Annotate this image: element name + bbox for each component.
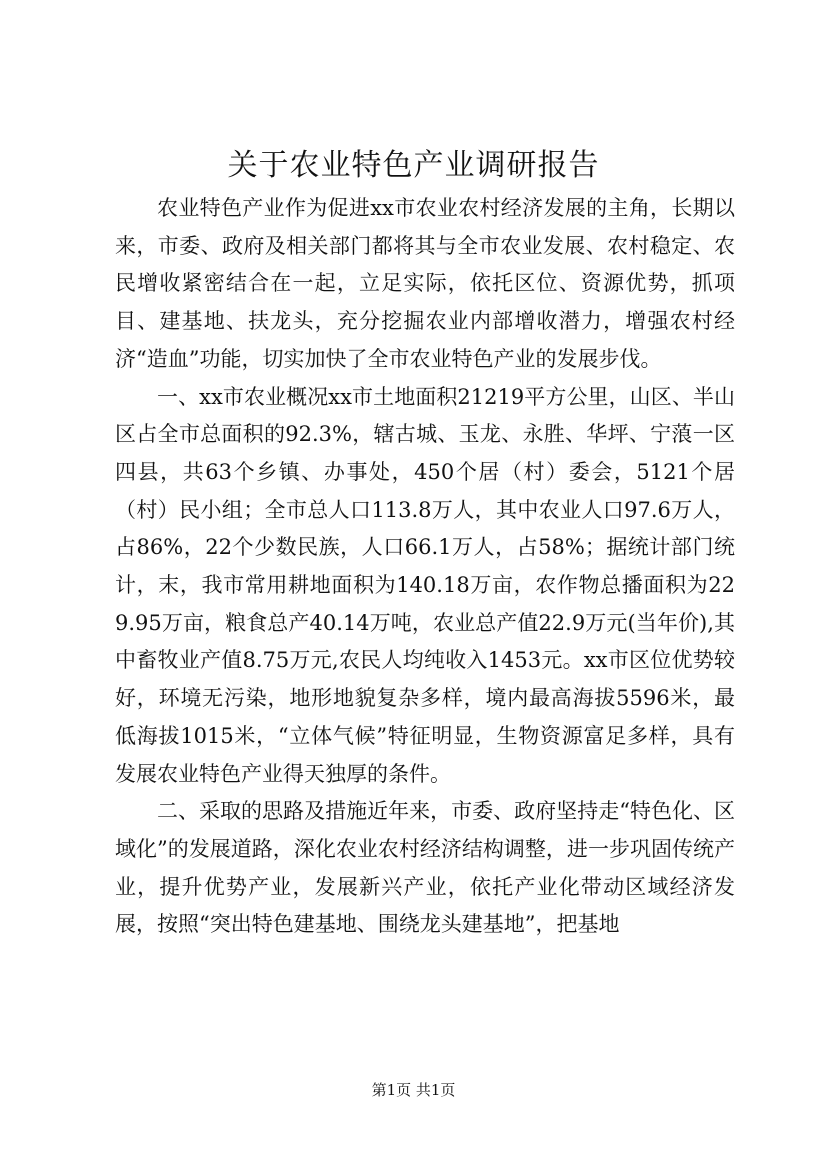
paragraph-intro: 农业特色产业作为促进xx市农业农村经济发展的主角，长期以来，市委、政府及相关部门都将其与全市农业发展、农村稳定、农民增收紧密结合在一起，立足实际，依托区位、资源优势，抓项目、建基地、扶龙头，充分挖掘农业内部增收潜力，增强农村经济“造血”功能，切实加快了全市农业特色产业的发展步伐。	[115, 196, 735, 371]
paragraph-section-2: 二、采取的思路及措施近年来，市委、政府坚持走“特色化、区域化”的发展道路，深化农业农村经济结构调整，进一步巩固传统产业，提升优势产业，发展新兴产业，依托产业化带动区域经济发展，按照“突出特色建基地、围绕龙头建基地”，把基地	[115, 799, 735, 937]
page-footer: 第1页 共1页	[371, 1081, 456, 1099]
document-body	[115, 190, 735, 944]
document-title: 关于农业特色产业调研报告	[227, 148, 600, 183]
paragraph-section-1: 一、xx市农业概况xx市土地面积21219平方公里，山区、半山区占全市总面积的92.3%，辖古城、玉龙、永胜、华坪、宁蒗一区四县，共63个乡镇、办事处，450个居（村）委会，5121个居（村）民小组；全市总人口113.8万人，其中农业人口97.6万人，占86%，22个少数民族，人口66.1万人，占58%；据统计部门统计，末，我市常用耕地面积为140.18万亩，农作物总播面积为229.95万亩，粮食总产40.14万吨，农业总产值22.9万元(当年价),其中畜牧业产值8.75万元,农民人均纯收入1453元。xx市区位优势较好，环境无污染，地形地貌复杂多样，境内最高海拔5596米，最低海拔1015米，“立体气候”特征明显，生物资源富足多样，具有发展农业特色产业得天独厚的条件。	[115, 384, 735, 786]
